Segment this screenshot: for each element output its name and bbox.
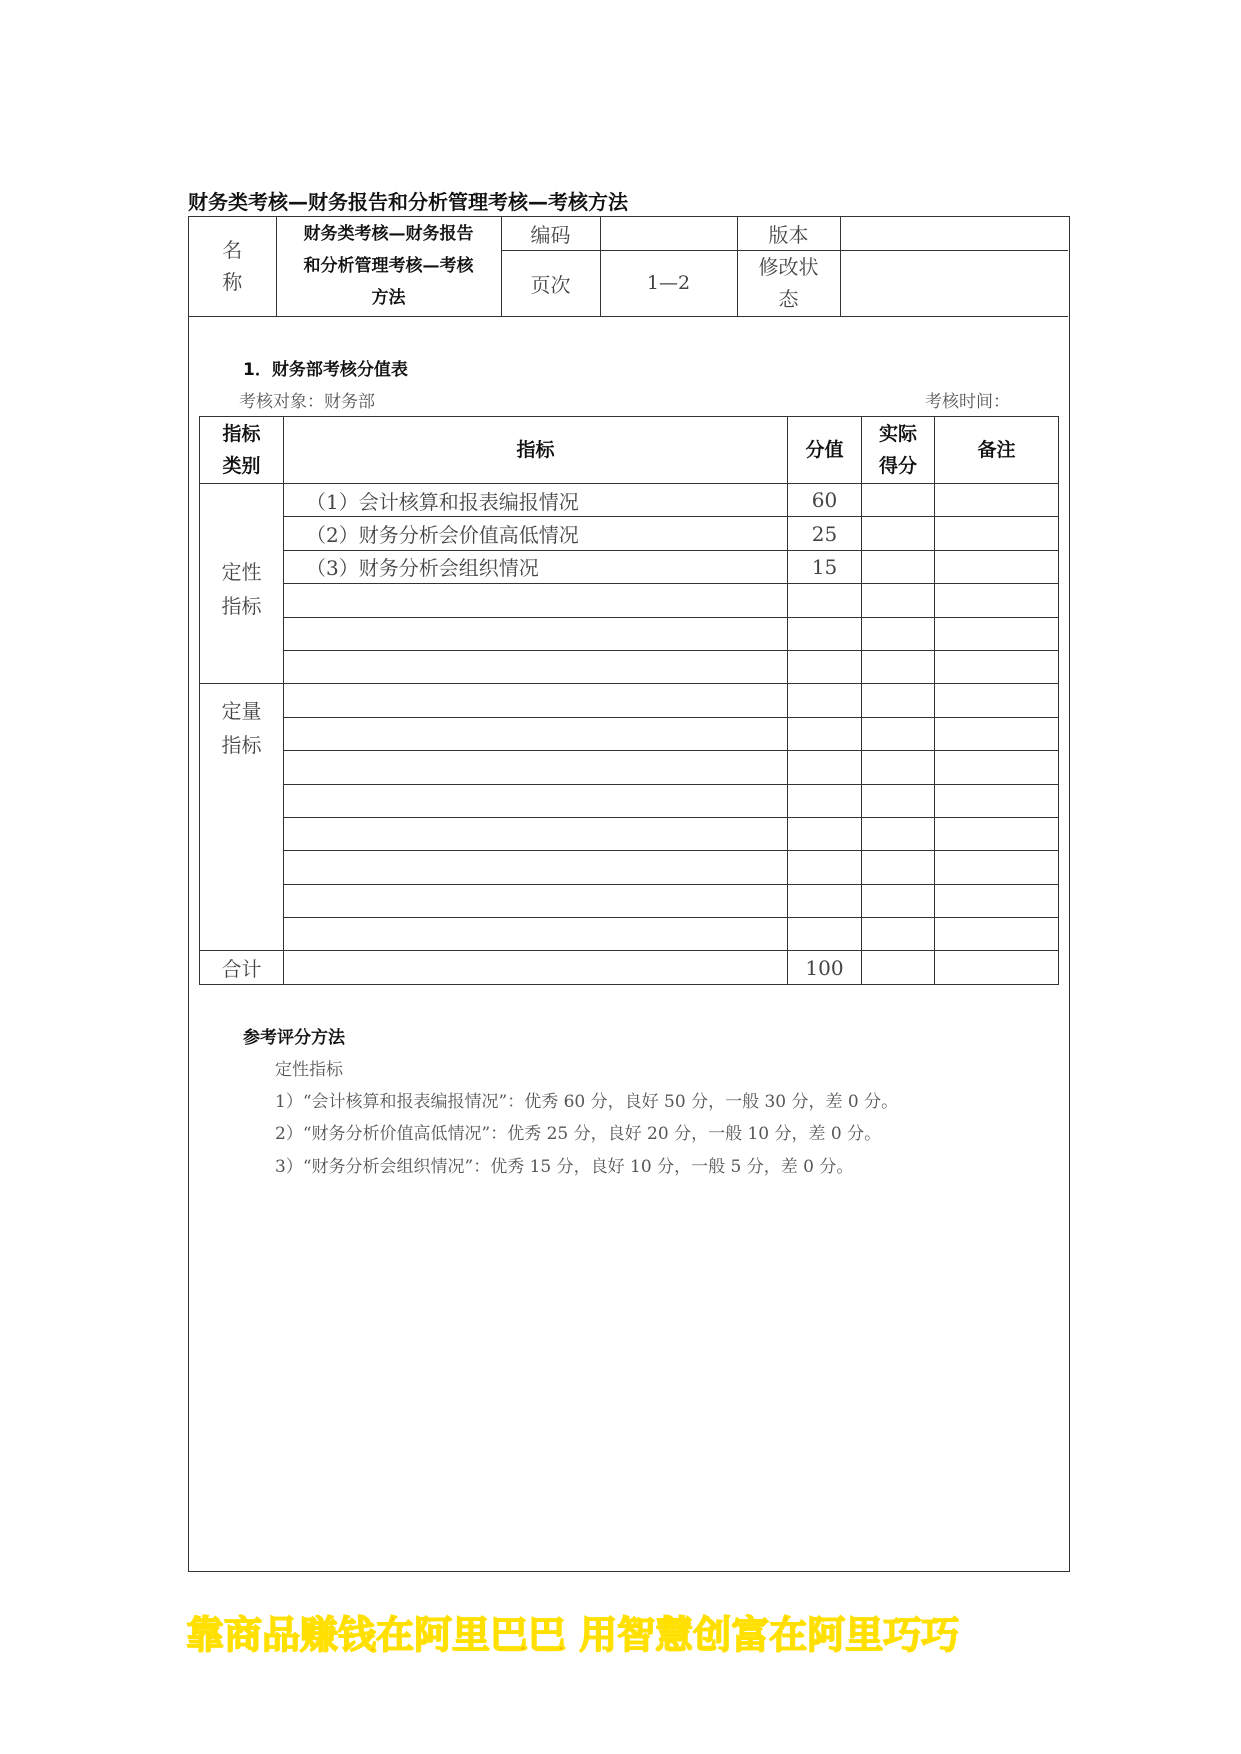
- indicator-cell: [284, 617, 788, 650]
- remark-cell: [935, 851, 1059, 884]
- indicator-cell: [284, 751, 788, 784]
- score-table: [199, 416, 1059, 985]
- remark-cell: [935, 517, 1059, 550]
- page-value: 1—2: [600, 250, 737, 316]
- actual-cell: [862, 550, 935, 583]
- indicator-cell: [284, 584, 788, 617]
- remark-cell: [935, 884, 1059, 917]
- indicator-cell: [284, 784, 788, 817]
- assessment-target: 考核对象：财务部: [239, 392, 375, 412]
- total-label: 合计: [200, 951, 284, 984]
- indicator-cell: （1）会计核算和报表编报情况: [284, 484, 788, 517]
- remark-cell: [935, 484, 1059, 517]
- score-cell: [788, 617, 862, 650]
- document-frame: [188, 216, 1070, 1572]
- table-row: [200, 717, 1059, 750]
- table-row: [200, 684, 1059, 717]
- assessment-time: 考核时间：: [925, 392, 1010, 412]
- remark-cell: [935, 550, 1059, 583]
- score-cell: [788, 851, 862, 884]
- total-remark-cell: [935, 951, 1059, 984]
- score-cell: [788, 584, 862, 617]
- score-cell: [788, 784, 862, 817]
- score-cell: [788, 717, 862, 750]
- table-row: [200, 784, 1059, 817]
- indicator-cell: [284, 650, 788, 683]
- reference-line: 2）“财务分析价值高低情况”：优秀 25 分，良好 20 分，一般 10 分，差 0 分。: [275, 1124, 882, 1144]
- total-indicator-cell: [284, 951, 788, 984]
- header-score: 分值: [788, 417, 862, 484]
- indicator-cell: （2）财务分析会价值高低情况: [284, 517, 788, 550]
- actual-cell: [862, 684, 935, 717]
- indicator-cell: [284, 851, 788, 884]
- quantitative-label: 定量 指标: [200, 684, 284, 951]
- actual-cell: [862, 784, 935, 817]
- remark-cell: [935, 817, 1059, 850]
- actual-cell: [862, 717, 935, 750]
- revision-value: [840, 250, 1068, 316]
- remark-cell: [935, 751, 1059, 784]
- name-value-line: 和分析管理考核—考核: [303, 256, 474, 277]
- remark-cell: [935, 784, 1059, 817]
- code-label: 编码: [501, 217, 600, 250]
- table-row: [200, 851, 1059, 884]
- table-row: [200, 550, 1059, 583]
- total-score: 100: [788, 951, 862, 984]
- name-label: 名 称: [189, 217, 276, 316]
- total-row: [200, 951, 1059, 984]
- name-value-line: 方法: [371, 288, 406, 309]
- score-cell: [788, 751, 862, 784]
- actual-cell: [862, 884, 935, 917]
- revision-label: 修改状 态: [737, 250, 840, 316]
- actual-cell: [862, 918, 935, 951]
- score-cell: 25: [788, 517, 862, 550]
- header-remark: 备注: [935, 417, 1059, 484]
- remark-cell: [935, 584, 1059, 617]
- actual-cell: [862, 851, 935, 884]
- actual-cell: [862, 650, 935, 683]
- reference-line: 3）“财务分析会组织情况”：优秀 15 分，良好 10 分，一般 5 分，差 0 分。: [275, 1157, 854, 1177]
- remark-cell: [935, 650, 1059, 683]
- total-actual-cell: [862, 951, 935, 984]
- actual-cell: [862, 484, 935, 517]
- table-row: [200, 484, 1059, 517]
- table-row: [200, 650, 1059, 683]
- actual-cell: [862, 584, 935, 617]
- score-cell: [788, 650, 862, 683]
- qualitative-label: 定性 指标: [200, 484, 284, 684]
- indicator-cell: [284, 717, 788, 750]
- section-title: 1．财务部考核分值表: [243, 360, 408, 380]
- actual-cell: [862, 751, 935, 784]
- table-row: [200, 517, 1059, 550]
- indicator-cell: （3）财务分析会组织情况: [284, 550, 788, 583]
- actual-cell: [862, 617, 935, 650]
- document-title: 财务类考核—财务报告和分析管理考核—考核方法: [188, 190, 628, 214]
- name-value-line: 财务类考核—财务报告: [303, 224, 474, 245]
- code-value: [600, 217, 737, 250]
- name-value: [276, 217, 501, 316]
- actual-cell: [862, 517, 935, 550]
- indicator-cell: [284, 918, 788, 951]
- header-actual: 实际 得分: [862, 417, 935, 484]
- remark-cell: [935, 918, 1059, 951]
- header-indicator: 指标: [284, 417, 788, 484]
- reference-title: 参考评分方法: [243, 1028, 345, 1048]
- table-row: [200, 817, 1059, 850]
- reference-line: 1）“会计核算和报表编报情况”：优秀 60 分，良好 50 分，一般 30 分，差 0 分。: [275, 1092, 899, 1112]
- score-cell: 60: [788, 484, 862, 517]
- remark-cell: [935, 717, 1059, 750]
- indicator-cell: [284, 817, 788, 850]
- score-cell: [788, 884, 862, 917]
- actual-cell: [862, 817, 935, 850]
- indicator-cell: [284, 884, 788, 917]
- page-label: 页次: [501, 250, 600, 316]
- remark-cell: [935, 684, 1059, 717]
- score-cell: 15: [788, 550, 862, 583]
- score-cell: [788, 684, 862, 717]
- table-row: [200, 751, 1059, 784]
- version-value: [840, 217, 1068, 250]
- score-cell: [788, 817, 862, 850]
- score-cell: [788, 918, 862, 951]
- table-row: [200, 617, 1059, 650]
- indicator-cell: [284, 684, 788, 717]
- table-row: [200, 918, 1059, 951]
- header-table: [189, 217, 1068, 317]
- table-row: [200, 884, 1059, 917]
- header-category: 指标 类别: [200, 417, 284, 484]
- reference-subtitle: 定性指标: [275, 1060, 343, 1080]
- remark-cell: [935, 617, 1059, 650]
- version-label: 版本: [737, 217, 840, 250]
- promo-banner: 靠商品赚钱在阿里巴巴 用智慧创富在阿里巧巧: [186, 1613, 960, 1657]
- table-row: [200, 584, 1059, 617]
